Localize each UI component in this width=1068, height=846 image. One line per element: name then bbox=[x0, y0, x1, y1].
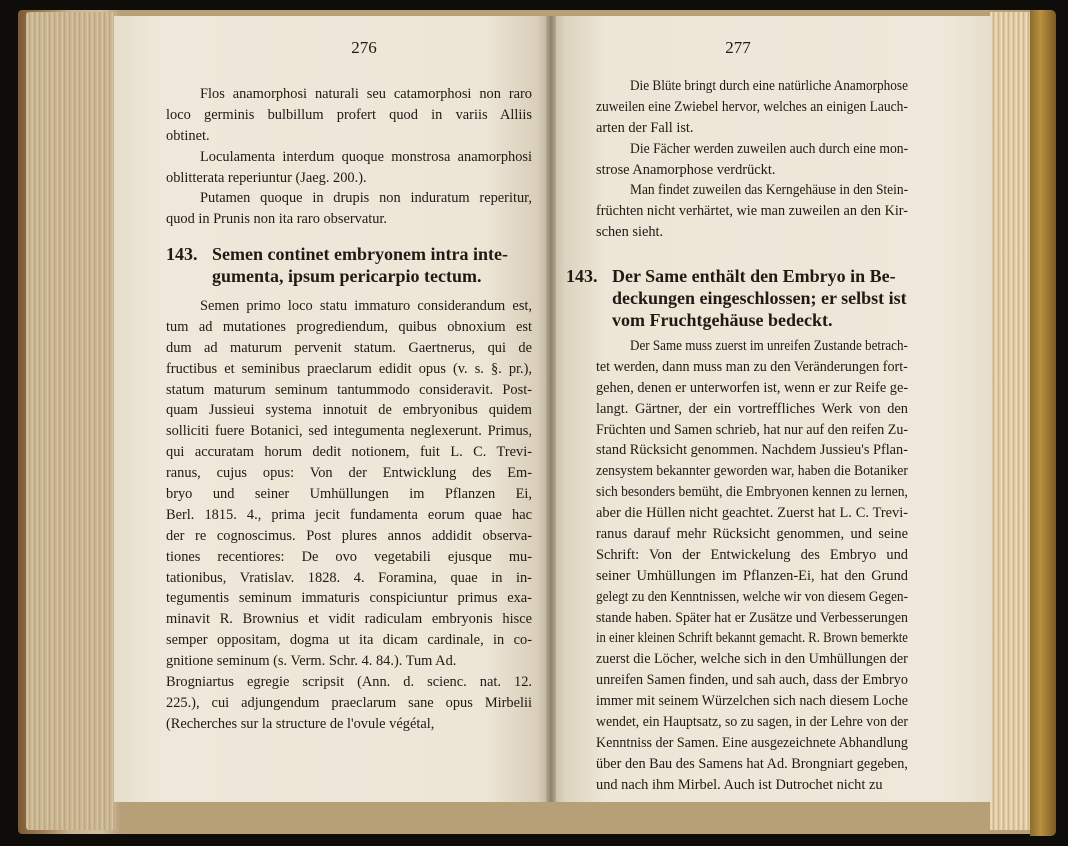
text-line: Berl. 1815. 4., prima jecit fundamenta eorum quae hac bbox=[166, 506, 532, 523]
left-body-text bbox=[166, 296, 532, 735]
text-line: aber die Hüllen nicht geachtet. Zuerst hat L. C. Trevi- bbox=[596, 505, 908, 522]
text-line: über den Bau des Samens hat Ad. Brongniart gegeben, bbox=[596, 755, 908, 772]
page-edges-right bbox=[990, 12, 1034, 830]
right-heading-number: 143. bbox=[566, 266, 598, 286]
text-line: stande haben. Später hat er Zusätze und Verbesserungen bbox=[596, 609, 908, 626]
text-line: quod in Prunis non ita raro observatur. bbox=[166, 211, 388, 228]
text-line: wendet, ein Hauptsatz, so zu sagen, in der Lehre von der bbox=[596, 714, 908, 731]
text-line: (Recherches sur la structure de l'ovule végétal, bbox=[166, 715, 435, 732]
text-line: arten der Fall ist. bbox=[596, 119, 694, 136]
text-line: Flos anamorphosi naturali seu catamorphosi non raro bbox=[200, 86, 532, 102]
text-line: gelegt zu den Kenntnissen, welche wir von diesem Gegen- bbox=[596, 588, 908, 605]
right-heading-line-2: deckungen eingeschlossen; er selbst ist bbox=[612, 288, 907, 308]
right-body-text bbox=[596, 336, 908, 796]
text-line: Loculamenta interdum quoque monstrosa anamorphosi bbox=[200, 148, 532, 165]
right-heading-line-1: Der Same enthält den Embryo in Be- bbox=[612, 266, 896, 286]
text-line: seiner Umhüllungen im Pflanzen-Ei, hat den Grund bbox=[596, 567, 908, 584]
text-line: Putamen quoque in drupis non induratum reperitur, bbox=[200, 190, 532, 207]
text-line: unreifen Samen finden, und sah auch, dass der Embryo bbox=[596, 672, 908, 689]
text-line: zuweilen eine Zwiebel hervor, welches an einigen Lauch- bbox=[596, 98, 908, 115]
text-line: ranus, cujus opus: Von der Entwicklung des Em- bbox=[166, 465, 532, 482]
text-line: der re cognoscimus. Post plures annos addidit observa- bbox=[166, 527, 532, 544]
text-line: Kenntniss der Samen. Eine ausgezeichnete Abhandlung bbox=[596, 734, 908, 751]
text-line: Früchten und Samen schrieb, hat nur auf den reifen Zu- bbox=[596, 421, 908, 438]
text-line: bryo und seiner Umhüllungen im Pflanzen Ei, bbox=[166, 486, 532, 503]
text-line: Der Same muss zuerst im unreifen Zustande betrach- bbox=[630, 338, 908, 354]
text-line: stand Rücksicht genommen. Nachdem Jussieu's Pflan- bbox=[596, 442, 908, 459]
text-line: zensystem bekannter geworden war, haben die Botaniker bbox=[596, 463, 908, 480]
text-line: und nach ihm Mirbel. Auch ist Dutrochet nicht zu bbox=[596, 776, 883, 793]
cover-edge-right bbox=[1030, 10, 1056, 836]
text-line: gnitione seminum (s. Verm. Schr. 4. 84.). Tum Ad. bbox=[166, 653, 457, 670]
text-line: oblitterata reperiuntur (Jaeg. 200.). bbox=[166, 169, 367, 186]
text-line: obtinet. bbox=[166, 127, 210, 144]
right-heading-line-3: vom Fruchtgehäuse bedeckt. bbox=[612, 310, 833, 330]
text-line: zuerst die Löcher, welche sich in den Umhüllungen der bbox=[596, 651, 908, 668]
text-line: tiones recentiores: De ovo vegetabili ejusque mu- bbox=[166, 548, 532, 565]
text-line: quam Jussieui systema innotuit de embryonibus quidem bbox=[166, 402, 532, 419]
right-intro-text bbox=[596, 76, 908, 243]
text-line: immer mit seinem Würzelchen sich nach diesem Loche bbox=[596, 693, 908, 710]
left-heading-line-1: Semen continet embryonem intra inte- bbox=[212, 244, 508, 264]
text-line: früchten nicht verhärtet, wie man zuweilen an den Kir- bbox=[596, 203, 908, 220]
right-page-number: 277 bbox=[725, 38, 751, 57]
text-line: Schrift: Von der Entwickelung des Embryo und bbox=[596, 546, 908, 563]
left-page-number: 276 bbox=[351, 38, 377, 57]
text-line: in einer kleinen Schrift bekannt gemacht. R. Brown bemerkte bbox=[596, 630, 908, 647]
text-line: tegumentis seminum immaturis conspiciuntur primus exa- bbox=[166, 590, 532, 607]
page-edges-left bbox=[26, 12, 116, 830]
text-line: Semen primo loco statu immaturo considerandum est, bbox=[200, 298, 532, 314]
text-line: Brogniartus egregie scripsit (Ann. d. scienc. nat. 12. bbox=[166, 674, 532, 691]
text-line: ranus darauf mehr Rücksicht genommen, und seine bbox=[596, 526, 908, 543]
left-heading-line-2: gumenta, ipsum pericarpio tectum. bbox=[212, 266, 482, 286]
text-line: solliciti fuere Botanici, sed integumenta neglexerunt. Primus, bbox=[166, 423, 532, 440]
text-line: statum maturum seminum tantummodo consideravit. Post- bbox=[166, 381, 532, 398]
left-intro-text bbox=[166, 84, 532, 230]
text-line: 225.), cui adjungendum praeclarum sane opus Mirbelii bbox=[166, 694, 532, 711]
left-section-heading bbox=[166, 243, 546, 287]
text-line: sich besonders bemüht, die Embryonen kennen zu lernen, bbox=[596, 484, 908, 501]
text-line: gehen, denen er unterworfen ist, wenn er zur Reife ge- bbox=[596, 379, 908, 396]
text-line: minavit R. Brownius et vidit radiculam embryonis hisce bbox=[166, 611, 532, 628]
text-line: langt. Gärtner, der ein vortreffliches Werk von den bbox=[596, 400, 908, 417]
text-line: tum ad mutationes progrediendum, quibus obnoxium est bbox=[166, 318, 532, 335]
text-line: Man findet zuweilen das Kerngehäuse in den Stein- bbox=[630, 182, 908, 199]
text-line: qui accuratam horum dedit notionem, fuit L. C. Trevi- bbox=[166, 444, 532, 461]
right-section-heading bbox=[566, 265, 916, 331]
text-line: semper oppositam, dogma ut ita dicam cardinale, in co- bbox=[166, 632, 532, 649]
text-line: Die Fächer werden zuweilen auch durch eine mon- bbox=[630, 140, 908, 157]
text-line: fructibus et seminibus praeclarum edidit opus (v. s. §. pr.), bbox=[166, 360, 532, 377]
text-line: strose Anamorphose verdrückt. bbox=[596, 161, 776, 178]
text-line: Die Blüte bringt durch eine natürliche Anamorphose bbox=[630, 78, 908, 94]
book-gutter bbox=[546, 16, 556, 802]
text-line: tet werden, dann muss man zu den Veränderungen fort- bbox=[596, 358, 908, 375]
text-line: schen sieht. bbox=[596, 224, 664, 241]
text-line: tationibus, Vratislav. 1828. 4. Foramina, quae in in- bbox=[166, 569, 532, 586]
text-line: loco germinis bulbillum profert quod in variis Alliis bbox=[166, 106, 532, 123]
left-heading-number: 143. bbox=[166, 244, 198, 264]
text-line: dum ad maturum pervenit statum. Gaertnerus, qui de bbox=[166, 339, 532, 356]
